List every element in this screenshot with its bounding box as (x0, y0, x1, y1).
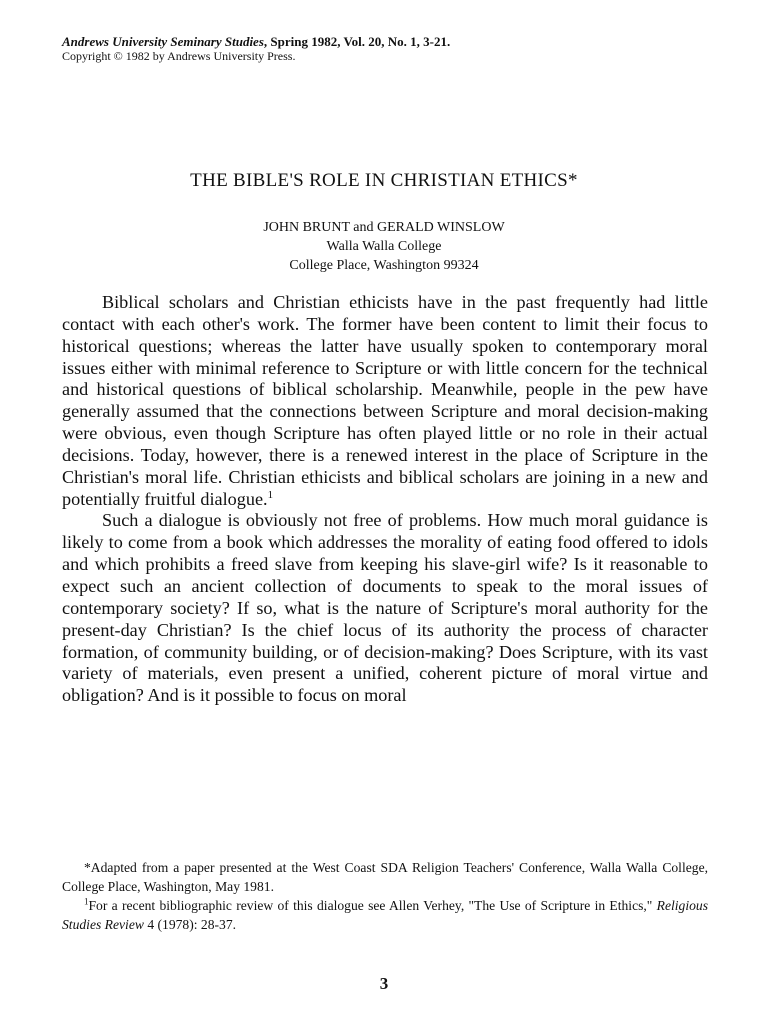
footnote-ref[interactable]: 1 (267, 488, 274, 501)
author-location: College Place, Washington 99324 (289, 258, 479, 273)
body-paragraph (62, 510, 708, 707)
footnote-text: 4 (1978): 28-37. (143, 917, 237, 932)
cited-journal: Religious Studies Review (62, 898, 708, 932)
author-institution: Walla Walla College (326, 239, 442, 254)
paragraph-text: Biblical scholars and Christian ethicists have in the past frequently had little contact with each other's work. The former have been content to limit their focus to historical questions; whereas the latter have usually spoken to contemporary moral issues either with minimal reference to Scripture or with little concern for the technical and historical questions of biblical scholarship. Meanwhile, people in the pew have generally assumed that the connections between Scripture and moral decision-making were obvious, even though Scripture has often played little or no role in their actual decisions. Today, however, there is a renewed interest in the place of Scripture in the Christian's moral life. Christian ethicists and biblical scholars are joining in a new and potentially fruitful dialogue. (62, 292, 708, 509)
journal-name: Andrews University Seminary Studies (62, 34, 264, 49)
footnote-1 (62, 896, 708, 934)
article-title: THE BIBLE'S ROLE IN CHRISTIAN ETHICS* (190, 170, 578, 191)
footnote-text: For a recent bibliographic review of this dialogue see Allen Verhey, "The Use of Scripture in Ethics," (88, 898, 657, 913)
author-block (0, 218, 768, 275)
article-body (62, 292, 708, 707)
footnotes (62, 858, 708, 934)
paragraph-text: Such a dialogue is obviously not free of problems. How much moral guidance is likely to come from a book which addresses the morality of eating food offered to idols and which prohibits a freed slave from keeping his slave-girl wife? Is it reasonable to expect such an ancient collection of documents to speak to the moral issues of contemporary society? If so, what is the nature of Scripture's moral authority for the present-day Christian? Is the chief locus of its authority the process of character formation, of community building, or of decision-making? Does Scripture, with its vast variety of materials, even present a unified, coherent picture of moral virtue and obligation? And is it possible to focus on moral (62, 510, 708, 706)
copyright-line: Copyright © 1982 by Andrews University Press. (62, 49, 296, 63)
author-names: JOHN BRUNT and GERALD WINSLOW (263, 220, 505, 235)
citation-header (62, 34, 450, 64)
footnote-star: *Adapted from a paper presented at the West Coast SDA Religion Teachers' Conference, Walla Walla College, College Place, Washington, May 1981. (62, 860, 708, 894)
issue-details: , Spring 1982, Vol. 20, No. 1, 3-21. (263, 34, 451, 49)
body-paragraph (62, 292, 708, 510)
page-number: 3 (379, 974, 389, 993)
footnote-marker: 1 (84, 896, 89, 907)
